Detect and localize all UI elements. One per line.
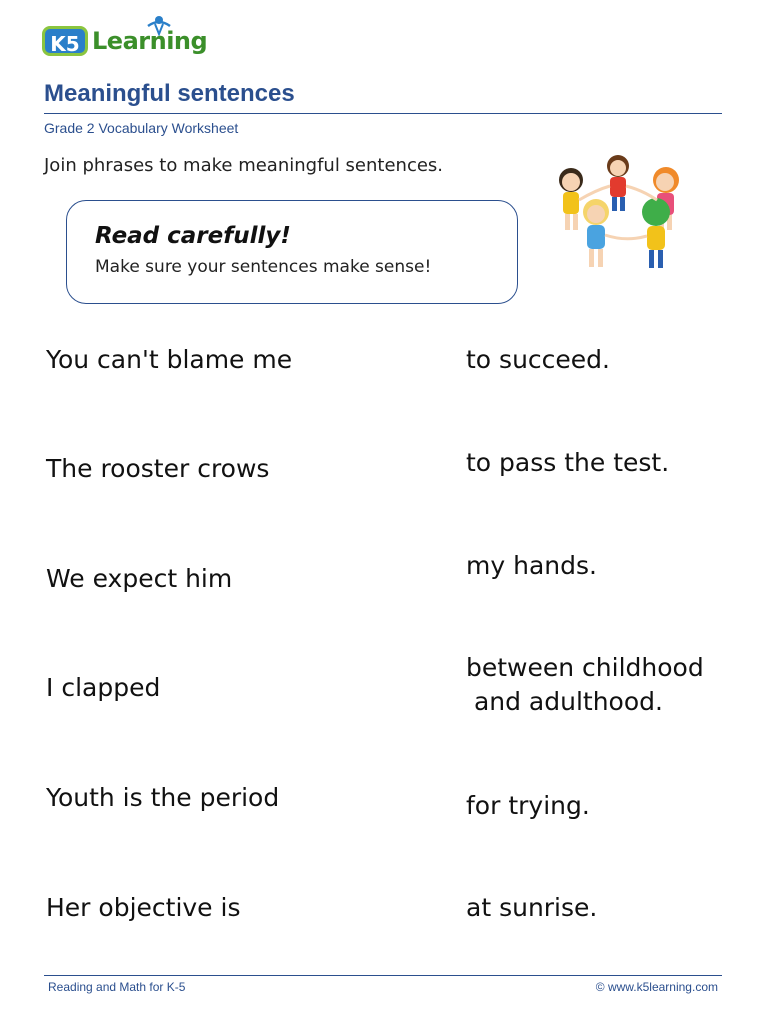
children-playing-circle-icon <box>546 150 706 280</box>
right-phrase: for trying. <box>466 791 590 820</box>
right-phrase: at sunrise. <box>466 893 598 922</box>
right-phrase: my hands. <box>466 551 597 580</box>
footer-website-link[interactable]: © www.k5learning.com <box>595 980 718 994</box>
right-phrase: between childhood and adulthood. <box>466 653 704 716</box>
tip-box <box>66 200 518 304</box>
left-phrase: Youth is the period <box>46 783 280 812</box>
left-phrase: The rooster crows <box>46 454 270 483</box>
k5-learning-logo <box>40 14 210 60</box>
logo-wordmark: Learning <box>92 27 208 55</box>
left-phrase: Her objective is <box>46 893 241 922</box>
logo-badge: K5 <box>42 26 88 56</box>
page-title: Meaningful sentences <box>44 80 295 107</box>
logo-person-icon <box>144 14 174 36</box>
header-divider <box>44 113 722 114</box>
footer-divider <box>44 975 722 976</box>
left-phrase: You can't blame me <box>46 345 293 374</box>
right-phrase: to succeed. <box>466 345 610 374</box>
tip-heading: Read carefully! <box>95 223 291 249</box>
instruction-text: Join phrases to make meaningful sentences. <box>44 155 444 176</box>
footer-tagline: Reading and Math for K-5 <box>48 980 186 994</box>
left-phrase: I clapped <box>46 673 161 702</box>
left-phrase: We expect him <box>46 564 233 593</box>
page-subtitle: Grade 2 Vocabulary Worksheet <box>44 120 239 136</box>
right-phrase: to pass the test. <box>466 448 670 477</box>
tip-body: Make sure your sentences make sense! <box>95 257 432 277</box>
